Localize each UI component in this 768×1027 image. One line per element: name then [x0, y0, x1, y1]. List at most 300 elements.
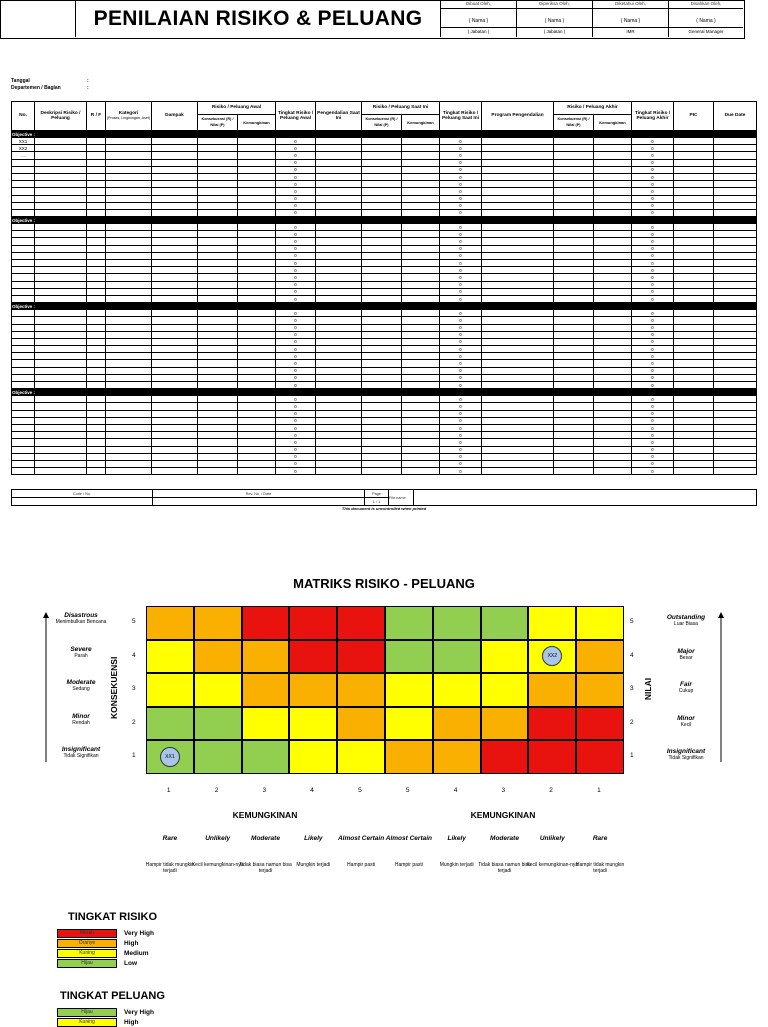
- table-cell[interactable]: [152, 432, 198, 439]
- table-cell[interactable]: [35, 231, 87, 238]
- table-cell[interactable]: [482, 267, 554, 274]
- table-cell[interactable]: [87, 209, 106, 216]
- table-cell[interactable]: [482, 181, 554, 188]
- table-cell[interactable]: [87, 410, 106, 417]
- table-cell[interactable]: [152, 238, 198, 245]
- table-cell[interactable]: [35, 145, 87, 152]
- table-cell[interactable]: [106, 468, 152, 475]
- table-cell[interactable]: [35, 166, 87, 173]
- table-cell[interactable]: [238, 238, 276, 245]
- table-cell[interactable]: [198, 382, 238, 389]
- table-cell[interactable]: [35, 252, 87, 259]
- row-number-cell[interactable]: [12, 346, 35, 353]
- table-cell[interactable]: [198, 209, 238, 216]
- table-cell[interactable]: [554, 159, 594, 166]
- table-cell[interactable]: [106, 245, 152, 252]
- table-cell[interactable]: [152, 367, 198, 374]
- table-cell[interactable]: [106, 446, 152, 453]
- table-cell[interactable]: [198, 152, 238, 159]
- table-cell[interactable]: [482, 288, 554, 295]
- table-cell[interactable]: [362, 238, 402, 245]
- table-cell[interactable]: [554, 403, 594, 410]
- table-cell[interactable]: [152, 260, 198, 267]
- table-cell[interactable]: [594, 159, 632, 166]
- table-cell[interactable]: [594, 310, 632, 317]
- table-cell[interactable]: [674, 353, 714, 360]
- table-cell[interactable]: [35, 181, 87, 188]
- table-cell[interactable]: [674, 432, 714, 439]
- table-cell[interactable]: [482, 360, 554, 367]
- table-cell[interactable]: [238, 403, 276, 410]
- table-cell[interactable]: [714, 317, 757, 324]
- table-cell[interactable]: [674, 159, 714, 166]
- table-cell[interactable]: [674, 424, 714, 431]
- table-cell[interactable]: [482, 468, 554, 475]
- table-cell[interactable]: [482, 317, 554, 324]
- table-cell[interactable]: [87, 260, 106, 267]
- table-cell[interactable]: [594, 424, 632, 431]
- table-cell[interactable]: [152, 245, 198, 252]
- table-cell[interactable]: [402, 424, 440, 431]
- table-cell[interactable]: [482, 374, 554, 381]
- table-cell[interactable]: [198, 396, 238, 403]
- table-cell[interactable]: [674, 138, 714, 145]
- table-cell[interactable]: [594, 288, 632, 295]
- table-cell[interactable]: [87, 245, 106, 252]
- table-cell[interactable]: [106, 432, 152, 439]
- table-cell[interactable]: [87, 152, 106, 159]
- row-number-cell[interactable]: [12, 260, 35, 267]
- table-cell[interactable]: [554, 274, 594, 281]
- table-cell[interactable]: [674, 453, 714, 460]
- row-number-cell[interactable]: [12, 310, 35, 317]
- table-cell[interactable]: [674, 439, 714, 446]
- table-cell[interactable]: [554, 446, 594, 453]
- table-cell[interactable]: [316, 166, 362, 173]
- table-cell[interactable]: [35, 209, 87, 216]
- table-cell[interactable]: [554, 295, 594, 302]
- table-cell[interactable]: [402, 195, 440, 202]
- table-cell[interactable]: [594, 274, 632, 281]
- table-cell[interactable]: [674, 446, 714, 453]
- table-cell[interactable]: [594, 417, 632, 424]
- table-cell[interactable]: [594, 353, 632, 360]
- table-cell[interactable]: [35, 382, 87, 389]
- table-cell[interactable]: [87, 166, 106, 173]
- table-cell[interactable]: [362, 396, 402, 403]
- table-cell[interactable]: [35, 152, 87, 159]
- table-cell[interactable]: [714, 324, 757, 331]
- table-cell[interactable]: [316, 331, 362, 338]
- table-cell[interactable]: [238, 173, 276, 180]
- table-cell[interactable]: [482, 338, 554, 345]
- table-cell[interactable]: [87, 295, 106, 302]
- table-cell[interactable]: [554, 367, 594, 374]
- table-cell[interactable]: [238, 267, 276, 274]
- table-cell[interactable]: [594, 453, 632, 460]
- table-cell[interactable]: [714, 396, 757, 403]
- row-number-cell[interactable]: [12, 417, 35, 424]
- table-cell[interactable]: [402, 181, 440, 188]
- table-cell[interactable]: [87, 181, 106, 188]
- table-cell[interactable]: [714, 173, 757, 180]
- table-cell[interactable]: [554, 252, 594, 259]
- table-cell[interactable]: [714, 274, 757, 281]
- table-cell[interactable]: [238, 295, 276, 302]
- table-cell[interactable]: [106, 188, 152, 195]
- table-cell[interactable]: [714, 338, 757, 345]
- table-cell[interactable]: [106, 138, 152, 145]
- table-cell[interactable]: [714, 331, 757, 338]
- table-cell[interactable]: [362, 317, 402, 324]
- table-cell[interactable]: [35, 403, 87, 410]
- table-cell[interactable]: [238, 152, 276, 159]
- table-cell[interactable]: [482, 346, 554, 353]
- table-cell[interactable]: [402, 166, 440, 173]
- table-cell[interactable]: [238, 331, 276, 338]
- table-cell[interactable]: [106, 396, 152, 403]
- table-cell[interactable]: [362, 231, 402, 238]
- table-cell[interactable]: [482, 367, 554, 374]
- table-cell[interactable]: [714, 281, 757, 288]
- table-cell[interactable]: [198, 288, 238, 295]
- table-cell[interactable]: [106, 331, 152, 338]
- table-cell[interactable]: [714, 195, 757, 202]
- table-cell[interactable]: [106, 238, 152, 245]
- table-cell[interactable]: [362, 195, 402, 202]
- table-cell[interactable]: [482, 453, 554, 460]
- table-cell[interactable]: [152, 295, 198, 302]
- table-cell[interactable]: [674, 317, 714, 324]
- table-cell[interactable]: [152, 410, 198, 417]
- table-cell[interactable]: [152, 403, 198, 410]
- table-cell[interactable]: [362, 260, 402, 267]
- table-cell[interactable]: [674, 468, 714, 475]
- row-number-cell[interactable]: [12, 224, 35, 231]
- table-cell[interactable]: [714, 252, 757, 259]
- table-cell[interactable]: [594, 410, 632, 417]
- table-cell[interactable]: [362, 403, 402, 410]
- table-cell[interactable]: [362, 245, 402, 252]
- row-number-cell[interactable]: [12, 281, 35, 288]
- table-cell[interactable]: [316, 424, 362, 431]
- table-cell[interactable]: [714, 295, 757, 302]
- table-cell[interactable]: [482, 195, 554, 202]
- row-number-cell[interactable]: [12, 252, 35, 259]
- table-cell[interactable]: [594, 382, 632, 389]
- table-cell[interactable]: [35, 238, 87, 245]
- table-cell[interactable]: [238, 274, 276, 281]
- table-cell[interactable]: [198, 317, 238, 324]
- table-cell[interactable]: [714, 460, 757, 467]
- table-cell[interactable]: [714, 417, 757, 424]
- table-cell[interactable]: [198, 181, 238, 188]
- table-cell[interactable]: [198, 331, 238, 338]
- table-cell[interactable]: [35, 424, 87, 431]
- table-cell[interactable]: [482, 281, 554, 288]
- table-cell[interactable]: [714, 166, 757, 173]
- table-cell[interactable]: [714, 202, 757, 209]
- table-cell[interactable]: [674, 410, 714, 417]
- table-cell[interactable]: [152, 159, 198, 166]
- table-cell[interactable]: [402, 274, 440, 281]
- table-cell[interactable]: [554, 181, 594, 188]
- table-cell[interactable]: [106, 224, 152, 231]
- table-cell[interactable]: [87, 267, 106, 274]
- table-cell[interactable]: [238, 367, 276, 374]
- table-cell[interactable]: [362, 367, 402, 374]
- table-cell[interactable]: [198, 138, 238, 145]
- table-cell[interactable]: [674, 267, 714, 274]
- table-cell[interactable]: [594, 460, 632, 467]
- row-number-cell[interactable]: [12, 331, 35, 338]
- table-cell[interactable]: [674, 295, 714, 302]
- table-cell[interactable]: [402, 324, 440, 331]
- row-number-cell[interactable]: [12, 274, 35, 281]
- table-cell[interactable]: [482, 252, 554, 259]
- table-cell[interactable]: [554, 245, 594, 252]
- table-cell[interactable]: [402, 295, 440, 302]
- table-cell[interactable]: [554, 410, 594, 417]
- table-cell[interactable]: [674, 274, 714, 281]
- table-cell[interactable]: [714, 410, 757, 417]
- table-cell[interactable]: [35, 317, 87, 324]
- table-cell[interactable]: [316, 260, 362, 267]
- table-cell[interactable]: [714, 231, 757, 238]
- table-cell[interactable]: [106, 181, 152, 188]
- table-cell[interactable]: [35, 346, 87, 353]
- table-cell[interactable]: [35, 260, 87, 267]
- table-cell[interactable]: [152, 181, 198, 188]
- table-cell[interactable]: [316, 460, 362, 467]
- row-number-cell[interactable]: [12, 439, 35, 446]
- table-cell[interactable]: [152, 252, 198, 259]
- table-cell[interactable]: [316, 453, 362, 460]
- table-cell[interactable]: [238, 138, 276, 145]
- table-cell[interactable]: [554, 382, 594, 389]
- table-cell[interactable]: [316, 173, 362, 180]
- table-cell[interactable]: [554, 224, 594, 231]
- table-cell[interactable]: [594, 245, 632, 252]
- table-cell[interactable]: [87, 252, 106, 259]
- table-cell[interactable]: [152, 374, 198, 381]
- table-cell[interactable]: [674, 382, 714, 389]
- table-cell[interactable]: [714, 288, 757, 295]
- table-cell[interactable]: [482, 403, 554, 410]
- table-cell[interactable]: [554, 417, 594, 424]
- table-cell[interactable]: [714, 181, 757, 188]
- table-cell[interactable]: [87, 460, 106, 467]
- table-cell[interactable]: [87, 324, 106, 331]
- table-cell[interactable]: [87, 353, 106, 360]
- row-number-cell[interactable]: [12, 338, 35, 345]
- table-cell[interactable]: [87, 468, 106, 475]
- table-cell[interactable]: [482, 245, 554, 252]
- row-number-cell[interactable]: [12, 231, 35, 238]
- table-cell[interactable]: [238, 460, 276, 467]
- table-cell[interactable]: [35, 202, 87, 209]
- table-cell[interactable]: [238, 446, 276, 453]
- table-cell[interactable]: [402, 260, 440, 267]
- table-cell[interactable]: [316, 252, 362, 259]
- table-cell[interactable]: [152, 468, 198, 475]
- table-cell[interactable]: [594, 338, 632, 345]
- table-cell[interactable]: [594, 346, 632, 353]
- table-cell[interactable]: [238, 317, 276, 324]
- table-cell[interactable]: [714, 260, 757, 267]
- table-cell[interactable]: [482, 145, 554, 152]
- table-cell[interactable]: [316, 396, 362, 403]
- table-cell[interactable]: [198, 367, 238, 374]
- table-cell[interactable]: [35, 374, 87, 381]
- table-cell[interactable]: [198, 403, 238, 410]
- table-cell[interactable]: [316, 310, 362, 317]
- table-cell[interactable]: [238, 245, 276, 252]
- row-number-cell[interactable]: XX1: [12, 138, 35, 145]
- table-cell[interactable]: [316, 245, 362, 252]
- table-cell[interactable]: [87, 173, 106, 180]
- table-cell[interactable]: [482, 295, 554, 302]
- table-cell[interactable]: [198, 195, 238, 202]
- table-cell[interactable]: [35, 331, 87, 338]
- table-cell[interactable]: [482, 446, 554, 453]
- table-cell[interactable]: [554, 468, 594, 475]
- table-cell[interactable]: [106, 274, 152, 281]
- table-cell[interactable]: [674, 374, 714, 381]
- table-cell[interactable]: [714, 267, 757, 274]
- table-cell[interactable]: [714, 310, 757, 317]
- table-cell[interactable]: [198, 145, 238, 152]
- table-cell[interactable]: [402, 209, 440, 216]
- row-number-cell[interactable]: ...: [12, 152, 35, 159]
- table-cell[interactable]: [594, 166, 632, 173]
- table-cell[interactable]: [152, 353, 198, 360]
- table-cell[interactable]: [316, 231, 362, 238]
- table-cell[interactable]: [594, 295, 632, 302]
- table-cell[interactable]: [402, 382, 440, 389]
- table-cell[interactable]: [402, 403, 440, 410]
- table-cell[interactable]: [402, 360, 440, 367]
- table-cell[interactable]: [87, 360, 106, 367]
- row-number-cell[interactable]: [12, 181, 35, 188]
- table-cell[interactable]: [362, 446, 402, 453]
- table-cell[interactable]: [152, 310, 198, 317]
- table-cell[interactable]: [316, 295, 362, 302]
- table-cell[interactable]: [402, 173, 440, 180]
- table-cell[interactable]: [198, 188, 238, 195]
- row-number-cell[interactable]: [12, 360, 35, 367]
- row-number-cell[interactable]: [12, 382, 35, 389]
- table-cell[interactable]: [674, 231, 714, 238]
- table-cell[interactable]: [362, 468, 402, 475]
- table-cell[interactable]: [554, 317, 594, 324]
- table-cell[interactable]: [87, 417, 106, 424]
- table-cell[interactable]: [198, 353, 238, 360]
- row-number-cell[interactable]: [12, 202, 35, 209]
- table-cell[interactable]: [106, 295, 152, 302]
- table-cell[interactable]: [87, 432, 106, 439]
- table-cell[interactable]: [35, 460, 87, 467]
- table-cell[interactable]: [35, 274, 87, 281]
- table-cell[interactable]: [35, 310, 87, 317]
- table-cell[interactable]: [554, 374, 594, 381]
- table-cell[interactable]: [87, 317, 106, 324]
- table-cell[interactable]: [316, 188, 362, 195]
- table-cell[interactable]: [87, 288, 106, 295]
- table-cell[interactable]: [106, 202, 152, 209]
- table-cell[interactable]: [106, 324, 152, 331]
- table-cell[interactable]: [87, 274, 106, 281]
- table-cell[interactable]: [554, 166, 594, 173]
- table-cell[interactable]: [674, 145, 714, 152]
- table-cell[interactable]: [362, 346, 402, 353]
- table-cell[interactable]: [152, 224, 198, 231]
- row-number-cell[interactable]: [12, 446, 35, 453]
- table-cell[interactable]: [316, 224, 362, 231]
- table-cell[interactable]: [198, 202, 238, 209]
- table-cell[interactable]: [674, 188, 714, 195]
- table-cell[interactable]: [198, 245, 238, 252]
- table-cell[interactable]: [238, 468, 276, 475]
- table-cell[interactable]: [362, 138, 402, 145]
- table-cell[interactable]: [87, 346, 106, 353]
- table-cell[interactable]: [362, 166, 402, 173]
- table-cell[interactable]: [674, 338, 714, 345]
- table-cell[interactable]: [594, 145, 632, 152]
- table-cell[interactable]: [238, 374, 276, 381]
- table-cell[interactable]: [238, 209, 276, 216]
- table-cell[interactable]: [106, 260, 152, 267]
- table-cell[interactable]: [362, 374, 402, 381]
- table-cell[interactable]: [152, 417, 198, 424]
- table-cell[interactable]: [482, 274, 554, 281]
- table-cell[interactable]: [87, 159, 106, 166]
- table-cell[interactable]: [674, 224, 714, 231]
- table-cell[interactable]: [87, 424, 106, 431]
- table-cell[interactable]: [482, 173, 554, 180]
- table-cell[interactable]: [106, 374, 152, 381]
- table-cell[interactable]: [238, 252, 276, 259]
- table-cell[interactable]: [594, 317, 632, 324]
- row-number-cell[interactable]: [12, 245, 35, 252]
- table-cell[interactable]: [316, 360, 362, 367]
- table-cell[interactable]: [594, 446, 632, 453]
- table-cell[interactable]: [87, 396, 106, 403]
- table-cell[interactable]: [316, 439, 362, 446]
- table-cell[interactable]: [594, 367, 632, 374]
- table-cell[interactable]: [198, 346, 238, 353]
- table-cell[interactable]: [35, 453, 87, 460]
- table-cell[interactable]: [238, 166, 276, 173]
- table-cell[interactable]: [554, 209, 594, 216]
- table-cell[interactable]: [198, 324, 238, 331]
- table-cell[interactable]: [198, 260, 238, 267]
- table-cell[interactable]: [362, 338, 402, 345]
- table-cell[interactable]: [152, 281, 198, 288]
- table-cell[interactable]: [554, 195, 594, 202]
- table-cell[interactable]: [482, 238, 554, 245]
- table-cell[interactable]: [714, 360, 757, 367]
- table-cell[interactable]: [35, 267, 87, 274]
- table-cell[interactable]: [35, 410, 87, 417]
- table-cell[interactable]: [554, 324, 594, 331]
- row-number-cell[interactable]: [12, 410, 35, 417]
- table-cell[interactable]: [594, 195, 632, 202]
- table-cell[interactable]: [554, 439, 594, 446]
- table-cell[interactable]: [316, 432, 362, 439]
- table-cell[interactable]: [198, 224, 238, 231]
- table-cell[interactable]: [152, 446, 198, 453]
